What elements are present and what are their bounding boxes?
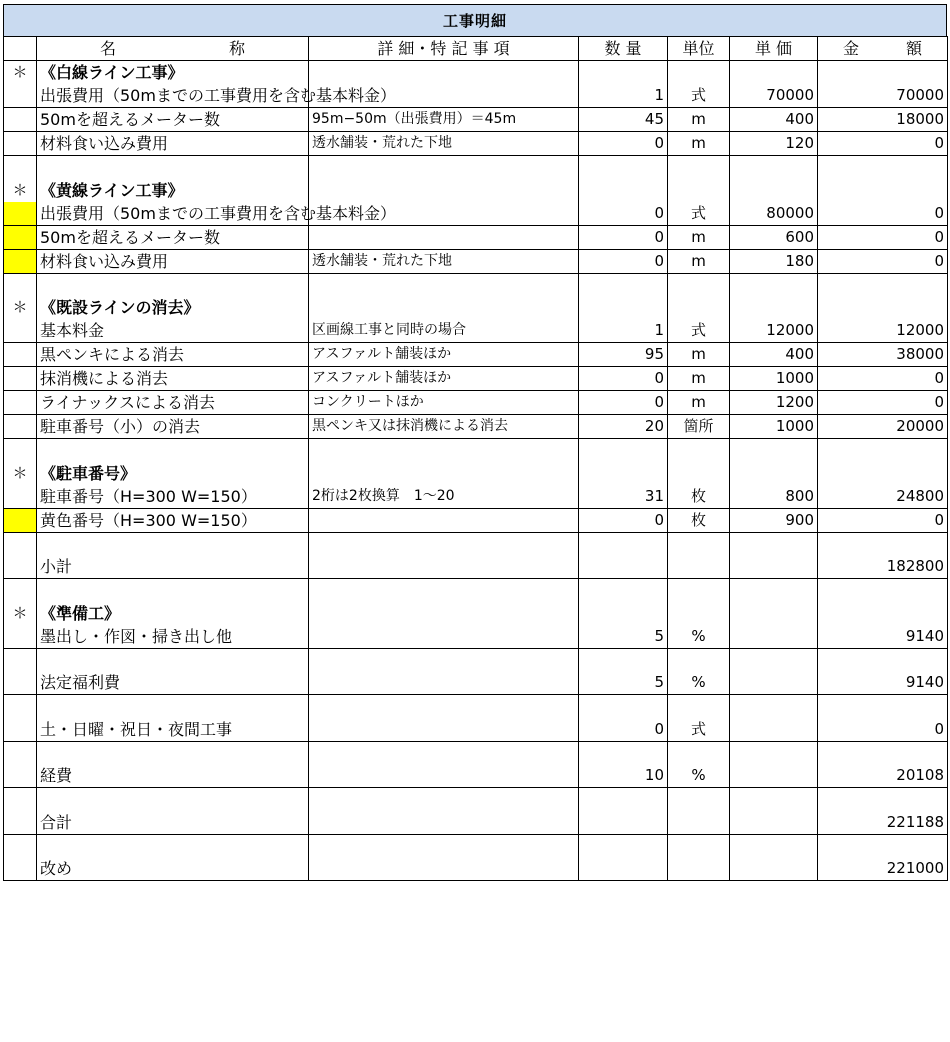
cell-price: 800 (730, 485, 818, 509)
cell-unit: 枚 (668, 508, 730, 532)
table-row (4, 857, 948, 881)
cell-unit (668, 741, 730, 764)
cell-amount: 221188 (818, 811, 948, 835)
cell-mark (4, 625, 37, 649)
cell-price (730, 857, 818, 881)
cell-qty (579, 296, 668, 319)
cell-unit (668, 602, 730, 625)
cell-name: 基本料金 (37, 319, 309, 343)
blank-row (4, 273, 948, 296)
cell-name (37, 532, 309, 555)
cell-unit: m (668, 249, 730, 273)
cell-detail (309, 602, 579, 625)
cell-detail (309, 156, 579, 179)
blank-row (4, 156, 948, 179)
blank-row (4, 579, 948, 602)
section-row (4, 462, 948, 485)
cell-detail (309, 741, 579, 764)
cell-name (37, 788, 309, 811)
cell-name: 《白線ライン工事》 (37, 61, 309, 85)
cell-mark: ＊ (4, 296, 37, 319)
cell-name: 《準備工》 (37, 602, 309, 625)
cell-amount: 0 (818, 508, 948, 532)
header-price: 単 価 (730, 37, 818, 61)
cell-detail (309, 625, 579, 649)
cell-detail: アスファルト舗装ほか (309, 343, 579, 367)
cell-detail: コンクリートほか (309, 391, 579, 415)
header-amount-1: 金 (843, 39, 860, 58)
cell-name: 経費 (37, 764, 309, 788)
cell-mark (4, 108, 37, 132)
cell-unit (668, 532, 730, 555)
cell-detail (309, 225, 579, 249)
cell-unit (668, 834, 730, 857)
cell-mark: ＊ (4, 61, 37, 85)
section-row (4, 602, 948, 625)
cell-amount (818, 156, 948, 179)
cell-unit: 枚 (668, 485, 730, 509)
cell-detail (309, 439, 579, 462)
table-row (4, 391, 948, 415)
cell-mark (4, 811, 37, 835)
cell-qty (579, 61, 668, 85)
cell-qty (579, 811, 668, 835)
cell-mark (4, 367, 37, 391)
cell-unit (668, 179, 730, 202)
cell-unit (668, 61, 730, 85)
cell-amount: 70000 (818, 84, 948, 108)
cell-detail (309, 834, 579, 857)
cell-name: 土・日曜・祝日・夜間工事 (37, 718, 309, 742)
cell-unit (668, 811, 730, 835)
header-amount-2: 額 (905, 39, 922, 58)
cell-name: 材料食い込み費用 (37, 249, 309, 273)
cell-price (730, 625, 818, 649)
cell-unit: % (668, 625, 730, 649)
cell-amount: 0 (818, 391, 948, 415)
blank-row (4, 695, 948, 718)
cell-qty (579, 555, 668, 579)
cell-unit: m (668, 225, 730, 249)
cell-amount: 9140 (818, 671, 948, 695)
cell-detail (309, 532, 579, 555)
cell-qty (579, 532, 668, 555)
table-row (4, 343, 948, 367)
cell-name: 黄色番号（H=300 W=150） (37, 508, 309, 532)
cell-price (730, 741, 818, 764)
cell-amount: 0 (818, 132, 948, 156)
cell-unit: 式 (668, 319, 730, 343)
cell-price (730, 648, 818, 671)
cell-qty: 31 (579, 485, 668, 509)
table-row (4, 108, 948, 132)
cell-name: 《黄線ライン工事》 (37, 179, 309, 202)
cell-price (730, 439, 818, 462)
table-row (4, 367, 948, 391)
cell-mark (4, 508, 37, 532)
header-mark (4, 37, 37, 61)
cell-unit (668, 579, 730, 602)
cell-amount (818, 602, 948, 625)
cell-qty (579, 579, 668, 602)
cell-amount: 0 (818, 367, 948, 391)
cell-mark (4, 249, 37, 273)
cell-mark (4, 555, 37, 579)
cell-unit: m (668, 367, 730, 391)
cell-name: 改め (37, 857, 309, 881)
cell-qty: 0 (579, 249, 668, 273)
cell-price: 1000 (730, 415, 818, 439)
cell-price: 120 (730, 132, 818, 156)
cell-name (37, 648, 309, 671)
cell-unit (668, 156, 730, 179)
cell-unit (668, 857, 730, 881)
cell-name: 黒ペンキによる消去 (37, 343, 309, 367)
cell-amount (818, 462, 948, 485)
cell-amount: 0 (818, 718, 948, 742)
cell-amount (818, 179, 948, 202)
cell-name: 出張費用（50mまでの工事費用を含む基本料金） (37, 84, 309, 108)
cell-price (730, 695, 818, 718)
cell-mark: ＊ (4, 179, 37, 202)
cell-name: 法定福利費 (37, 671, 309, 695)
cell-qty (579, 273, 668, 296)
table-row (4, 671, 948, 695)
cell-unit (668, 273, 730, 296)
section-row (4, 296, 948, 319)
cell-mark (4, 391, 37, 415)
cell-mark (4, 319, 37, 343)
cell-detail (309, 718, 579, 742)
table-row (4, 249, 948, 273)
cell-detail (309, 811, 579, 835)
cell-amount (818, 579, 948, 602)
cell-detail (309, 179, 579, 202)
cell-price: 1000 (730, 367, 818, 391)
cell-price: 80000 (730, 202, 818, 226)
cell-name: 抹消機による消去 (37, 367, 309, 391)
header-row (4, 37, 948, 61)
cell-qty (579, 179, 668, 202)
cell-mark (4, 156, 37, 179)
cell-mark (4, 225, 37, 249)
cell-amount (818, 439, 948, 462)
cell-qty: 95 (579, 343, 668, 367)
cell-qty: 20 (579, 415, 668, 439)
cell-qty: 45 (579, 108, 668, 132)
cell-unit: 式 (668, 84, 730, 108)
cell-detail (309, 857, 579, 881)
cell-qty (579, 439, 668, 462)
cell-amount: 12000 (818, 319, 948, 343)
cell-price (730, 156, 818, 179)
cell-price: 400 (730, 108, 818, 132)
cell-qty (579, 156, 668, 179)
cell-price (730, 555, 818, 579)
cell-detail (309, 788, 579, 811)
cell-name: 駐車番号（小）の消去 (37, 415, 309, 439)
table-row (4, 415, 948, 439)
cell-qty: 0 (579, 367, 668, 391)
cell-mark (4, 84, 37, 108)
table-row (4, 202, 948, 226)
header-unit: 単位 (668, 37, 730, 61)
cell-price (730, 602, 818, 625)
cell-unit: % (668, 764, 730, 788)
cell-amount (818, 648, 948, 671)
cell-qty: 0 (579, 391, 668, 415)
table-row (4, 485, 948, 509)
cell-amount: 0 (818, 202, 948, 226)
header-qty: 数 量 (579, 37, 668, 61)
header-detail: 詳 細・特 記 事 項 (309, 37, 579, 61)
cell-name: ライナックスによる消去 (37, 391, 309, 415)
cell-amount (818, 695, 948, 718)
estimate-sheet (3, 4, 947, 881)
cell-unit: 式 (668, 718, 730, 742)
cell-mark (4, 788, 37, 811)
cell-name (37, 156, 309, 179)
blank-row (4, 439, 948, 462)
cell-price: 600 (730, 225, 818, 249)
cell-qty: 0 (579, 718, 668, 742)
cell-unit (668, 788, 730, 811)
cell-mark (4, 415, 37, 439)
cell-unit (668, 462, 730, 485)
cell-price (730, 179, 818, 202)
cell-price: 900 (730, 508, 818, 532)
cell-name (37, 579, 309, 602)
table-row (4, 811, 948, 835)
cell-unit (668, 695, 730, 718)
header-name (37, 37, 309, 61)
cell-price (730, 718, 818, 742)
cell-unit: m (668, 343, 730, 367)
cell-price (730, 834, 818, 857)
cell-mark (4, 671, 37, 695)
cell-detail: アスファルト舗装ほか (309, 367, 579, 391)
cell-detail: 2桁は2枚換算 1〜20 (309, 485, 579, 509)
cell-unit: % (668, 671, 730, 695)
cell-mark (4, 857, 37, 881)
cell-unit: m (668, 108, 730, 132)
blank-row (4, 532, 948, 555)
cell-price (730, 532, 818, 555)
cell-mark (4, 343, 37, 367)
section-row (4, 61, 948, 85)
cell-amount: 0 (818, 225, 948, 249)
cell-amount: 221000 (818, 857, 948, 881)
cell-detail (309, 695, 579, 718)
header-name-2: 称 (228, 39, 245, 58)
table-row (4, 718, 948, 742)
cell-qty: 1 (579, 84, 668, 108)
cell-name: 50mを超えるメーター数 (37, 225, 309, 249)
table-row (4, 225, 948, 249)
cell-detail: 黒ペンキ又は抹消機による消去 (309, 415, 579, 439)
cell-detail: 区画線工事と同時の場合 (309, 319, 579, 343)
table-body (4, 61, 948, 881)
cell-detail: 透水舗装・荒れた下地 (309, 249, 579, 273)
cell-detail (309, 648, 579, 671)
cell-name: 《既設ラインの消去》 (37, 296, 309, 319)
cell-unit: 式 (668, 202, 730, 226)
cell-price (730, 788, 818, 811)
cell-mark (4, 532, 37, 555)
cell-name: 合計 (37, 811, 309, 835)
cell-price: 70000 (730, 84, 818, 108)
cell-mark (4, 741, 37, 764)
cell-qty (579, 462, 668, 485)
cell-unit: m (668, 132, 730, 156)
blank-row (4, 648, 948, 671)
cell-unit: m (668, 391, 730, 415)
cell-price (730, 61, 818, 85)
cell-price: 1200 (730, 391, 818, 415)
cell-qty: 0 (579, 202, 668, 226)
cell-amount: 38000 (818, 343, 948, 367)
sheet-title: 工事明細 (3, 4, 947, 36)
cell-unit: 箇所 (668, 415, 730, 439)
cell-qty (579, 741, 668, 764)
estimate-table (3, 36, 948, 881)
cell-amount (818, 532, 948, 555)
cell-qty (579, 648, 668, 671)
table-row (4, 84, 948, 108)
cell-price (730, 462, 818, 485)
cell-detail (309, 555, 579, 579)
cell-unit (668, 555, 730, 579)
cell-name: 材料食い込み費用 (37, 132, 309, 156)
cell-mark (4, 764, 37, 788)
cell-amount: 20108 (818, 764, 948, 788)
header-name-1: 名 (100, 39, 117, 58)
cell-mark (4, 132, 37, 156)
cell-mark: ＊ (4, 602, 37, 625)
cell-detail: 透水舗装・荒れた下地 (309, 132, 579, 156)
cell-detail (309, 462, 579, 485)
cell-qty: 10 (579, 764, 668, 788)
cell-detail (309, 764, 579, 788)
table-row (4, 555, 948, 579)
cell-qty: 5 (579, 625, 668, 649)
cell-mark (4, 439, 37, 462)
cell-price (730, 579, 818, 602)
cell-name (37, 741, 309, 764)
cell-amount: 182800 (818, 555, 948, 579)
cell-qty: 0 (579, 508, 668, 532)
cell-detail (309, 671, 579, 695)
table-row (4, 508, 948, 532)
cell-mark (4, 202, 37, 226)
cell-unit (668, 296, 730, 319)
cell-mark (4, 695, 37, 718)
cell-price: 12000 (730, 319, 818, 343)
blank-row (4, 834, 948, 857)
cell-qty (579, 695, 668, 718)
cell-amount (818, 296, 948, 319)
cell-amount (818, 61, 948, 85)
cell-unit (668, 648, 730, 671)
cell-name: 駐車番号（H=300 W=150） (37, 485, 309, 509)
cell-amount: 18000 (818, 108, 948, 132)
cell-detail (309, 579, 579, 602)
cell-qty (579, 834, 668, 857)
cell-mark (4, 648, 37, 671)
cell-qty: 1 (579, 319, 668, 343)
cell-name (37, 439, 309, 462)
cell-qty: 5 (579, 671, 668, 695)
table-row (4, 625, 948, 649)
cell-amount: 9140 (818, 625, 948, 649)
cell-mark (4, 273, 37, 296)
cell-price: 400 (730, 343, 818, 367)
cell-price (730, 671, 818, 695)
cell-name: 墨出し・作図・掃き出し他 (37, 625, 309, 649)
cell-amount (818, 834, 948, 857)
cell-qty: 0 (579, 225, 668, 249)
table-row (4, 319, 948, 343)
cell-detail (309, 296, 579, 319)
table-row (4, 132, 948, 156)
cell-name (37, 834, 309, 857)
cell-amount: 20000 (818, 415, 948, 439)
cell-price (730, 273, 818, 296)
header-amount (818, 37, 948, 61)
blank-row (4, 741, 948, 764)
table-row (4, 764, 948, 788)
cell-mark (4, 579, 37, 602)
cell-amount: 24800 (818, 485, 948, 509)
cell-unit (668, 439, 730, 462)
cell-name: 出張費用（50mまでの工事費用を含む基本料金） (37, 202, 309, 226)
cell-detail (309, 61, 579, 85)
cell-price (730, 764, 818, 788)
cell-mark (4, 834, 37, 857)
cell-name: 50mを超えるメーター数 (37, 108, 309, 132)
cell-mark (4, 718, 37, 742)
cell-name (37, 695, 309, 718)
cell-mark (4, 485, 37, 509)
cell-name: 《駐車番号》 (37, 462, 309, 485)
cell-amount: 0 (818, 249, 948, 273)
cell-price: 180 (730, 249, 818, 273)
cell-qty (579, 857, 668, 881)
cell-price (730, 296, 818, 319)
cell-price (730, 811, 818, 835)
section-row (4, 179, 948, 202)
cell-mark: ＊ (4, 462, 37, 485)
cell-amount (818, 788, 948, 811)
cell-amount (818, 273, 948, 296)
cell-detail (309, 508, 579, 532)
cell-qty: 0 (579, 132, 668, 156)
cell-detail: 95m−50m（出張費用）＝45m (309, 108, 579, 132)
cell-qty (579, 788, 668, 811)
cell-amount (818, 741, 948, 764)
cell-name (37, 273, 309, 296)
blank-row (4, 788, 948, 811)
cell-qty (579, 602, 668, 625)
cell-name: 小計 (37, 555, 309, 579)
cell-detail (309, 273, 579, 296)
